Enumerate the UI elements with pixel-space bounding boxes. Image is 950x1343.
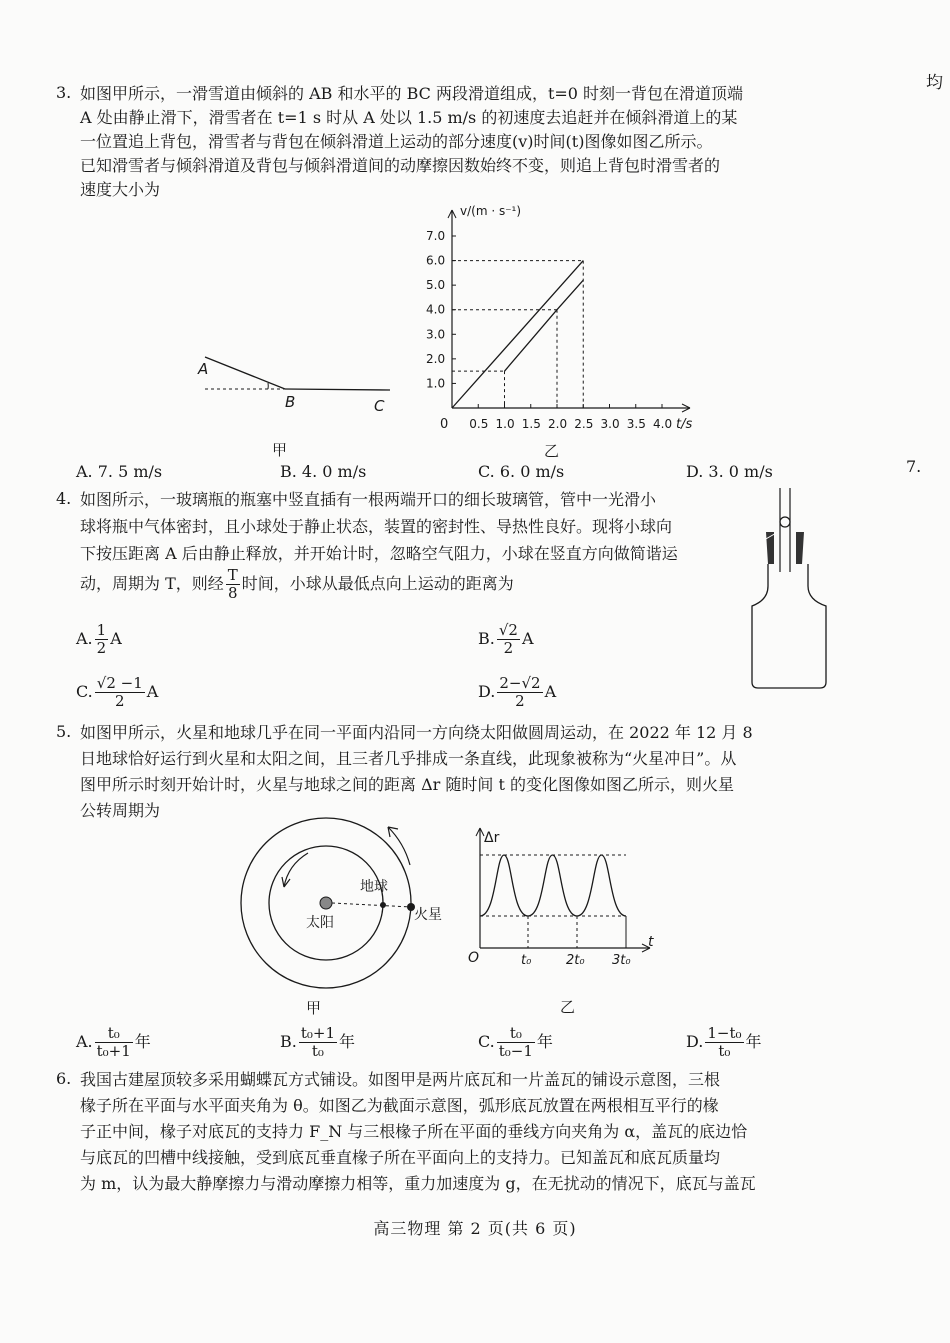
- x-label: t: [648, 934, 654, 950]
- q3-option-a: A. 7. 5 m/s: [76, 462, 163, 481]
- frac-num: t₀+1: [300, 1024, 335, 1042]
- margin-question-number: 7.: [906, 457, 922, 476]
- question-5-number: 5.: [56, 722, 72, 741]
- frac-num: 2−√2: [499, 674, 541, 692]
- opt-label: C.: [478, 1032, 495, 1051]
- frac-den: 8: [228, 584, 238, 602]
- y-tick-label: 6.0: [426, 253, 446, 268]
- question-6-line-1: 我国古建屋顶较多采用蝴蝶瓦方式铺设。如图甲是两片底瓦和一片盖瓦的铺设示意图，三根: [80, 1070, 721, 1089]
- 3t0-label: 3t₀: [612, 953, 631, 968]
- t0-label: t₀: [521, 953, 532, 968]
- question-3-line-1: 如图甲所示，一滑雪道由倾斜的 AB 和水平的 BC 两段滑道组成，t=0 时刻一背包在滑道顶端: [80, 84, 744, 103]
- question-5-line-1: 如图甲所示，火星和地球几乎在同一平面内沿同一方向绕太阳做圆周运动，在 2022 年 12 月 8: [80, 723, 753, 742]
- earth-label: 地球: [360, 879, 388, 895]
- frac-den: t₀: [718, 1042, 731, 1060]
- fraction: [95, 1025, 133, 1060]
- question-4-line-4: [80, 567, 514, 602]
- question-4-number: 4.: [56, 489, 72, 508]
- fraction: [497, 1025, 535, 1060]
- earth-icon: [380, 902, 386, 908]
- q3-option-b: B. 4. 0 m/s: [280, 462, 367, 481]
- series-line-1: [452, 261, 583, 408]
- label-b: B: [285, 393, 296, 411]
- y-tick-label: 4.0: [426, 302, 446, 317]
- question-5-line-4: 公转周期为: [80, 801, 161, 820]
- page-footer: 高三物理 第 2 页(共 6 页): [373, 1219, 577, 1238]
- question-6-line-4: 与底瓦的凹槽中线接触，受到底瓦垂直椽子所在平面向上的支持力。已知盖瓦和底瓦质量均: [80, 1148, 721, 1167]
- question-4-line-1: 如图所示，一玻璃瓶的瓶塞中竖直插有一根两端开口的细长玻璃管，管中一光滑小: [80, 490, 657, 509]
- alignment-line: [332, 903, 411, 907]
- opt-label: D.: [478, 682, 496, 701]
- fraction: [95, 622, 109, 657]
- y-tick-label: 1.0: [426, 376, 446, 391]
- margin-text: 均: [926, 73, 943, 93]
- frac-num: 1: [96, 621, 107, 639]
- track-bc: [285, 389, 390, 390]
- q3-option-d: D. 3. 0 m/s: [686, 462, 773, 481]
- opt-tail: 年: [745, 1032, 762, 1051]
- q4-option-a: [76, 622, 122, 657]
- frac-den: 2: [96, 639, 107, 657]
- opt-tail: A: [110, 629, 122, 648]
- opt-tail: A: [544, 682, 557, 701]
- y-tick-label: 7.0: [426, 229, 446, 243]
- mars-label: 火星: [414, 907, 442, 923]
- velocity-time-graph: [410, 198, 710, 466]
- orbit-figure: [236, 815, 456, 1025]
- frac-num: √2 −1: [96, 674, 143, 692]
- frac-num: T: [227, 566, 238, 584]
- question-4-line-3: 下按压距离 A 后由静止释放，并开始计时，忽略空气阻力，小球在竖直方向做简谐运: [80, 544, 678, 563]
- frac-num: 1−t₀: [707, 1024, 742, 1042]
- question-5-line-2: 日地球恰好运行到火星和太阳之间，且三者几乎排成一条直线，此现象被称为“火星冲日”。从: [80, 749, 737, 768]
- opt-tail: A: [146, 682, 159, 701]
- opt-label: B.: [280, 1032, 297, 1051]
- question-4-line-4-b: 时间，小球从最低点向上运动的距离为: [241, 574, 514, 593]
- fraction: [497, 675, 542, 710]
- opt-tail: A: [521, 629, 534, 648]
- question-6-line-2: 椽子所在平面与水平面夹角为 θ。如图乙为截面示意图，弧形底瓦放置在两根相互平行的椽: [80, 1096, 719, 1115]
- q5-option-d: [686, 1025, 762, 1060]
- question-3-line-3: 一位置追上背包，滑雪者与背包在倾斜滑道上运动的部分速度(v)时间(t)图像如图乙所示。: [80, 132, 713, 151]
- x-axis-label: t/s: [676, 417, 693, 432]
- question-4-line-4-a: 动，周期为 T，则经: [80, 574, 224, 593]
- slope-ab: [205, 357, 285, 389]
- x-tick-label: 1.0: [495, 417, 515, 431]
- origin-label: 0: [440, 417, 449, 432]
- y-label: Δr: [484, 830, 500, 846]
- q4-option-b: [478, 622, 534, 657]
- q5-option-b: [280, 1025, 355, 1060]
- opt-label: A.: [76, 1032, 93, 1051]
- caption-jia: 甲: [306, 999, 322, 1017]
- frac-den: t₀: [311, 1042, 324, 1060]
- question-3-line-2: A 处由静止滑下，滑雪者在 t=1 s 时从 A 处以 1.5 m/s 的初速度去追赶并在倾斜滑道上的某: [80, 108, 738, 127]
- x-tick-label: 4.0: [653, 417, 673, 431]
- caption-yi: 乙: [560, 998, 576, 1016]
- question-3-number: 3.: [56, 83, 72, 102]
- fraction: [299, 1025, 337, 1060]
- question-3-line-5: 速度大小为: [80, 180, 161, 199]
- distance-time-graph: [464, 822, 664, 1022]
- q5-option-a: [76, 1025, 151, 1060]
- label-a: A: [198, 360, 209, 378]
- 2t0-label: 2t₀: [566, 953, 585, 968]
- fraction-t-over-8: [226, 567, 240, 602]
- x-tick-label: 3.5: [626, 417, 646, 431]
- fraction: [705, 1025, 743, 1060]
- distance-curve: [480, 855, 626, 916]
- x-tick-label: 1.5: [521, 417, 541, 431]
- frac-den: 2: [503, 639, 514, 657]
- question-6-number: 6.: [56, 1069, 72, 1088]
- fraction: [95, 675, 145, 710]
- x-tick-label: 2.5: [574, 417, 594, 431]
- y-tick-label: 3.0: [426, 327, 446, 342]
- question-6-line-3: 子正中间，椽子对底瓦的支持力 F_N 与三根椽子所在平面的垂线方向夹角为 α，盖瓦的底边恰: [80, 1122, 748, 1141]
- opt-label: A.: [76, 629, 93, 648]
- opt-tail: 年: [536, 1032, 553, 1051]
- stopper: [766, 532, 804, 564]
- x-tick-label: 0.5: [469, 417, 489, 431]
- y-tick-label: 5.0: [426, 278, 446, 293]
- question-3-line-4: 已知滑雪者与倾斜滑道及背包与倾斜滑道间的动摩擦因数始终不变，则追上背包时滑雪者的: [80, 156, 721, 175]
- origin-label: O: [468, 950, 480, 966]
- opt-label: B.: [478, 629, 495, 648]
- q3-option-c: C. 6. 0 m/s: [478, 462, 565, 481]
- caption-yi: 乙: [544, 442, 560, 460]
- fraction: [497, 622, 520, 657]
- x-tick-label: 2.0: [548, 417, 568, 431]
- question-6-line-5: 为 m，认为最大静摩擦力与滑动摩擦力相等，重力加速度为 g，在无扰动的情况下，底瓦与盖瓦: [80, 1174, 756, 1193]
- y-tick-label: 2.0: [426, 351, 446, 366]
- frac-den: 2: [515, 692, 525, 710]
- frac-den: t₀−1: [498, 1042, 533, 1060]
- opt-tail: 年: [134, 1032, 151, 1051]
- frac-den: 2: [114, 692, 125, 710]
- x-tick-label: 3.0: [600, 417, 620, 431]
- bottle-body: [752, 564, 826, 688]
- series-line-2: [505, 280, 584, 371]
- question-5-line-3: 图甲所示时刻开始计时，火星与地球之间的距离 Δr 随时间 t 的变化图像如图乙所示，则火星: [80, 775, 734, 794]
- sun-icon: [320, 897, 332, 909]
- ski-slope-figure: [190, 345, 400, 465]
- ball: [780, 517, 790, 527]
- frac-num: t₀: [497, 1025, 535, 1043]
- q4-option-c: [76, 675, 158, 710]
- caption-jia: 甲: [272, 441, 288, 459]
- opt-label: C.: [76, 682, 93, 701]
- frac-den: t₀+1: [96, 1042, 131, 1060]
- glass-bottle-figure: [744, 484, 836, 690]
- frac-num: √2: [498, 621, 518, 639]
- label-c: C: [374, 397, 385, 415]
- opt-tail: 年: [339, 1032, 356, 1051]
- question-4-line-2: 球将瓶中气体密封，且小球处于静止状态，装置的密封性、导热性良好。现将小球向: [80, 517, 673, 536]
- q5-option-c: [478, 1025, 553, 1060]
- opt-label: D.: [686, 1032, 704, 1051]
- sun-label: 太阳: [306, 915, 334, 931]
- frac-num: t₀: [95, 1025, 133, 1043]
- q4-option-d: [478, 675, 556, 710]
- y-axis-label: v/(m · s⁻¹): [460, 204, 522, 218]
